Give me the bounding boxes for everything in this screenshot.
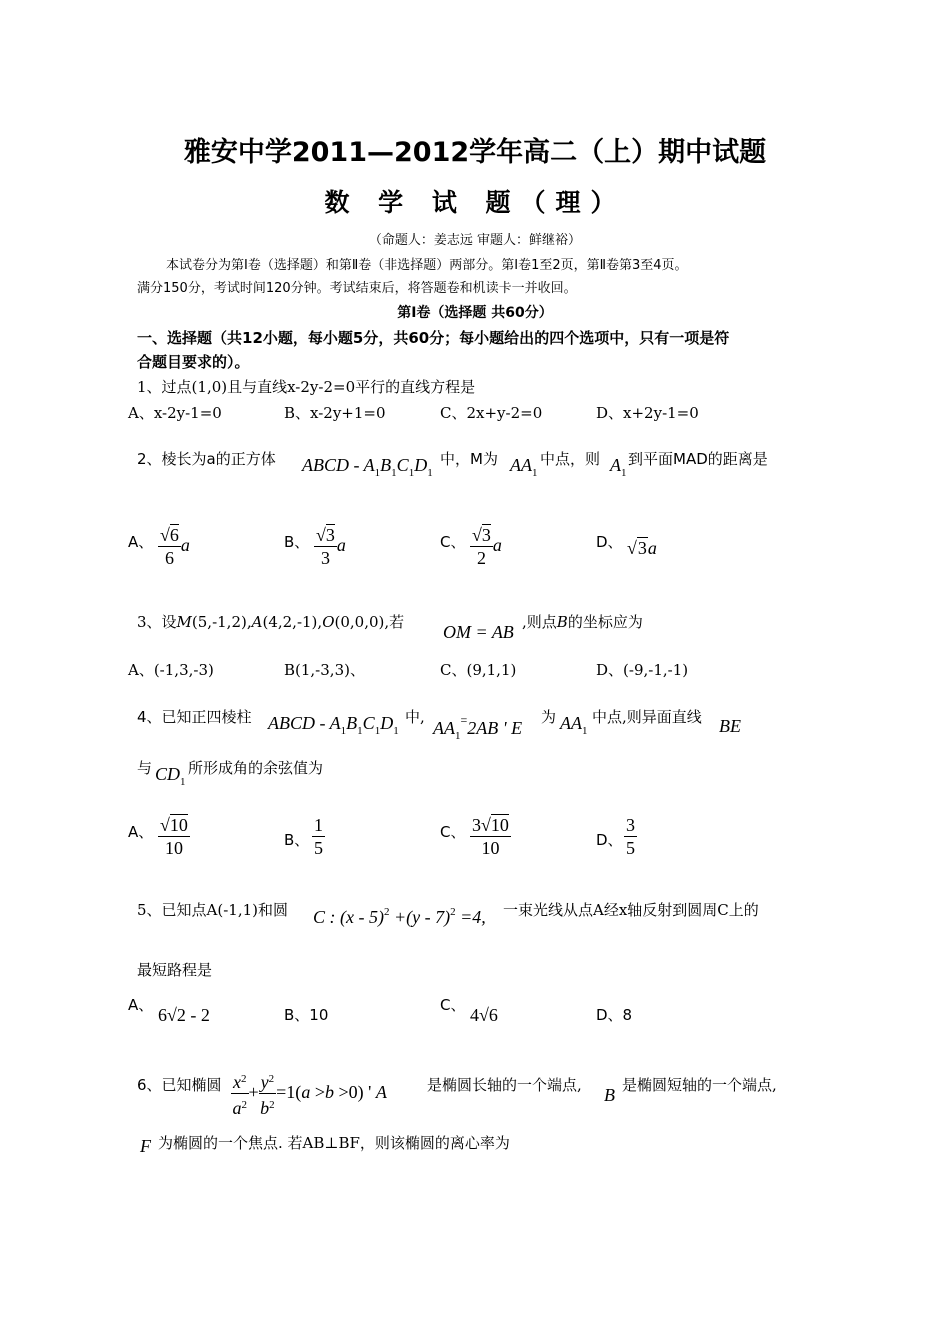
q2-point-a1: $A_1$ (610, 455, 627, 479)
q1-stem: 1、过点(1,0)且与直线x-2y-2=0平行的直线方程是 (137, 378, 476, 396)
q6-text-2: 是椭圆长轴的一个端点, (427, 1076, 582, 1094)
q4-option-d-label: D、 (596, 831, 623, 849)
section-heading: 第Ⅰ卷（选择题 共60分） (397, 305, 553, 321)
q4-option-c-value: $\frac{3√10}{10}$ (472, 815, 509, 858)
q2-option-d-value: √3a (627, 538, 657, 558)
q4-text-4: 中点,则异面直线 (592, 708, 702, 726)
q4-text-3: 为 (541, 708, 557, 726)
q5-option-a-label: A、 (128, 996, 154, 1014)
q1-option-d: D、x+2y-1=0 (596, 404, 699, 422)
q4-option-a-label: A、 (128, 823, 154, 841)
q4-condition: $AA_1^=2AB$ ' E (433, 713, 523, 742)
q4-option-a-value: $\frac{√10}{10}$ (160, 815, 188, 858)
authors-line: （命题人：姜志远 审题人：鲜继裕） (368, 233, 582, 248)
q4-edge-aa1: $AA_1$ (560, 713, 588, 737)
q5-text-3: 最短路程是 (137, 961, 213, 979)
q6-text-1: 6、已知椭圆 (137, 1076, 222, 1094)
q4-line-be: BE (719, 716, 741, 736)
q2-text-1: 2、棱长为a的正方体 (137, 450, 276, 468)
q2-option-b-label: B、 (284, 533, 310, 551)
q2-option-c-label: C、 (440, 533, 466, 551)
q2-edge-aa1: $AA_1$ (510, 455, 538, 479)
q2-option-a-value: $\frac{√6}{6}$ a (160, 525, 190, 568)
exam-subtitle: 数 学 试 题（理） (324, 188, 626, 217)
q6-text-3: 是椭圆短轴的一个端点, (622, 1076, 777, 1094)
q3-stem-tail: ,则点B的坐标应为 (522, 613, 643, 631)
q2-option-c-value: $\frac{√3}{2}$ a (472, 525, 502, 568)
exam-title: 雅安中学2011—2012学年高二（上）期中试题 (183, 137, 767, 168)
q4-text-1: 4、已知正四棱柱 (137, 708, 252, 726)
q4-option-b-value: $\frac{1}{5}$ (314, 815, 323, 858)
q3-stem: 3、设M(5,-1,2),A(4,2,-1),O(0,0,0),若 (137, 613, 405, 631)
part1-heading-line-2: 合题目要求的）。 (137, 353, 250, 371)
q3-vector-equation: OM = AB (443, 622, 514, 642)
q5-option-c-value: 4√6 (470, 1005, 498, 1025)
q2-option-a-label: A、 (128, 533, 154, 551)
q3-option-c: C、(9,1,1) (440, 661, 517, 679)
q5-option-d: D、8 (596, 1006, 633, 1024)
q2-text-4: 到平面MAD的距离是 (628, 450, 768, 468)
q4-option-b-label: B、 (284, 831, 310, 849)
q5-text-1: 5、已知点A(-1,1)和圆 (137, 901, 289, 919)
q3-option-d: D、(-9,-1,-1) (596, 661, 689, 679)
q1-option-a: A、x-2y-1=0 (128, 404, 222, 422)
q4-text-6: 所形成角的余弦值为 (188, 759, 324, 777)
q3-option-b: B(1,-3,3)、 (284, 661, 365, 679)
q2-text-2: 中，M为 (440, 450, 498, 468)
q2-option-d-label: D、 (596, 533, 623, 551)
q6-point-b: B (604, 1085, 615, 1105)
q1-option-b: B、x-2y+1=0 (284, 404, 386, 422)
intro-line-1: 本试卷分为第Ⅰ卷（选择题）和第Ⅱ卷（非选择题）两部分。第Ⅰ卷1至2页，第Ⅱ卷第3至4页。 (166, 258, 688, 273)
q4-text-2: 中, (405, 708, 425, 726)
part1-heading-line-1: 一、选择题（共12小题，每小题5分，共60分；每小题给出的四个选项中，只有一项是符 (137, 329, 730, 347)
q4-option-d-value: $\frac{3}{5}$ (626, 815, 635, 858)
q6-text-4: 为椭圆的一个焦点. 若AB⊥BF，则该椭圆的离心率为 (158, 1134, 510, 1152)
q5-text-2: 一束光线从点A经x轴反射到圆周C上的 (503, 901, 759, 919)
q5-option-a-value: 6√2 - 2 (158, 1005, 210, 1025)
q5-option-c-label: C、 (440, 996, 466, 1014)
intro-line-2: 满分150分，考试时间120分钟。考试结束后，将答题卷和机读卡一并收回。 (137, 281, 577, 296)
q4-line-cd1: $CD_1$ (155, 764, 186, 788)
q2-option-b-value: $\frac{√3}{3}$ a (316, 525, 346, 568)
q4-option-c-label: C、 (440, 823, 466, 841)
q4-text-5: 与 (137, 759, 153, 777)
q2-cube-formula: ABCD - $A_1B_1C_1D_1$ (302, 455, 433, 479)
q2-text-3: 中点，则 (540, 450, 601, 468)
q3-option-a: A、(-1,3,-3) (128, 661, 214, 679)
q1-option-c: C、2x+y-2=0 (440, 404, 543, 422)
q5-option-b: B、10 (284, 1006, 329, 1024)
q5-circle-equation: C : (x - 5)$^2$ +(y - 7)$^2$ =4, (313, 906, 486, 927)
q6-point-f: F (140, 1136, 151, 1156)
q4-prism-formula: ABCD - $A_1B_1C_1D_1$ (268, 713, 399, 737)
q6-ellipse-equation: $\frac{x^2}{a^2}$ + $\frac{y^2}{b^2}$ =1(a >b >0) ' A (231, 1068, 387, 1119)
